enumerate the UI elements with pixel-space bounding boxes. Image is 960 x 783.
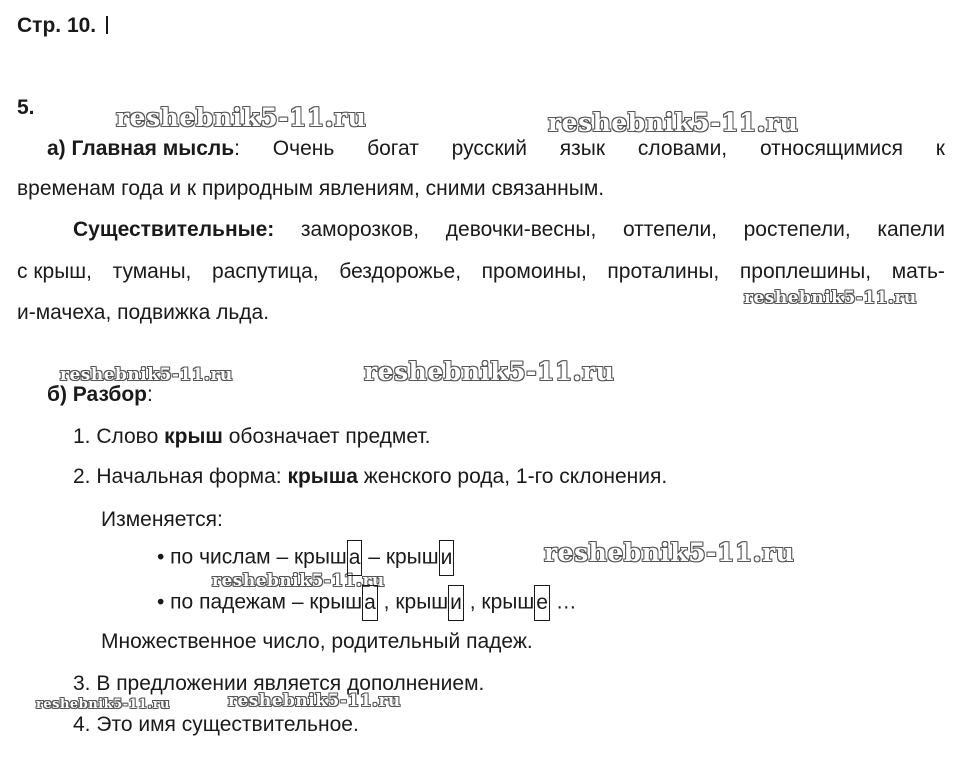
bullet-case: • по падежам – крыша , крыши , крыше … [157, 585, 577, 621]
analysis-item-4: 4. Это имя существительное. [73, 713, 359, 736]
watermark: reshebnik5-11.ru [36, 697, 171, 712]
task-number: 5. [17, 96, 35, 119]
watermark: reshebnik5-11.ru [744, 288, 917, 308]
analysis-item-2: 2. Начальная форма: крыша женского рода, 1-го склонения. [73, 465, 668, 488]
analysis-item-3: 3. В предложении является дополнением. [73, 672, 485, 695]
ending-box: а [362, 585, 378, 621]
nouns-label: Существительные: [73, 218, 275, 241]
part-a-label: а) Главная мысль [47, 137, 235, 160]
watermark: reshebnik5-11.ru [364, 357, 615, 386]
page-title: Стр. 10. [17, 14, 108, 38]
nouns-line-1: Существительные: заморозков, девочки-весны, оттепели, ростепели, капели [73, 218, 945, 241]
watermark: reshebnik5-11.ru [60, 365, 233, 385]
watermark: reshebnik5-11.ru [212, 571, 385, 591]
main-idea-line-2: временам года и к природным явлениям, сними связанным. [17, 177, 605, 200]
watermark: reshebnik5-11.ru [544, 538, 795, 567]
watermark: reshebnik5-11.ru [548, 108, 799, 137]
cursor-mark [106, 16, 108, 34]
plural-genitive: Множественное число, родительный падеж. [101, 630, 533, 653]
part-b-heading: б) Разбор: [47, 383, 153, 406]
bullet-number: • по числам – крыша – крыши [157, 540, 454, 576]
watermark: reshebnik5-11.ru [228, 691, 401, 711]
changes-label: Изменяется: [101, 508, 223, 531]
nouns-line-3: и-мачеха, подвижка льда. [17, 301, 270, 324]
ending-box: и [448, 585, 464, 621]
main-idea-line-1: а) Главная мысль: Очень богат русский язык словами, относящимися к [47, 137, 945, 160]
ending-box: а [347, 540, 363, 576]
ending-box: е [534, 585, 550, 621]
nouns-line-2: с крыш, туманы, распутица, бездорожье, промоины, проталины, проплешины, мать- [17, 260, 945, 283]
ending-box: и [439, 540, 455, 576]
watermark: reshebnik5-11.ru [116, 103, 367, 132]
analysis-item-1: 1. Слово крыш обозначает предмет. [73, 425, 431, 448]
part-b-label: б) Разбор [47, 383, 148, 406]
